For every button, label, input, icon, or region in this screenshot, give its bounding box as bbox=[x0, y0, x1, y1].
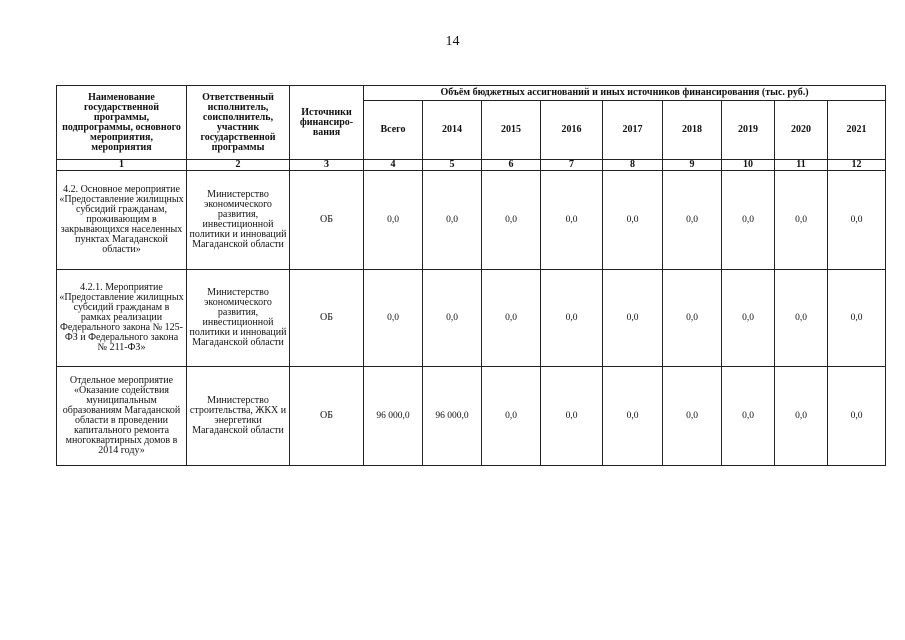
header-total: Всего bbox=[364, 101, 423, 160]
row-value: 0,0 bbox=[603, 367, 663, 466]
row-responsible: Министерство экономического развития, инвестиционной политики и инноваций Магаданской области bbox=[187, 270, 290, 367]
header-year: 2016 bbox=[541, 101, 603, 160]
header-source: Источники финансиро-вания bbox=[290, 86, 364, 160]
column-number: 10 bbox=[722, 160, 775, 171]
row-source: ОБ bbox=[290, 367, 364, 466]
page-number: 14 bbox=[445, 34, 460, 49]
row-value: 0,0 bbox=[541, 367, 603, 466]
row-value: 0,0 bbox=[541, 270, 603, 367]
column-number: 6 bbox=[482, 160, 541, 171]
column-number: 4 bbox=[364, 160, 423, 171]
column-number: 7 bbox=[541, 160, 603, 171]
row-value: 0,0 bbox=[828, 171, 886, 270]
column-number: 5 bbox=[423, 160, 482, 171]
row-value: 0,0 bbox=[423, 171, 482, 270]
row-value: 0,0 bbox=[603, 270, 663, 367]
header-name: Наименование государственной программы, подпрограммы, основного мероприятия, мероприятия bbox=[57, 86, 187, 160]
row-responsible: Министерство строительства, ЖКХ и энергетики Магаданской области bbox=[187, 367, 290, 466]
row-value: 0,0 bbox=[541, 171, 603, 270]
column-number: 9 bbox=[663, 160, 722, 171]
row-total: 0,0 bbox=[364, 171, 423, 270]
row-value: 0,0 bbox=[828, 367, 886, 466]
row-name: Отдельное мероприятие «Оказание содействия муниципальным образованиям Магаданской области в проведении капитального ремонта многоквартирных домов в 2014 году» bbox=[57, 367, 187, 466]
row-value: 0,0 bbox=[663, 171, 722, 270]
header-year: 2018 bbox=[663, 101, 722, 160]
column-number: 8 bbox=[603, 160, 663, 171]
header-year: 2020 bbox=[775, 101, 828, 160]
column-number: 3 bbox=[290, 160, 364, 171]
row-responsible: Министерство экономического развития, инвестиционной политики и инноваций Магаданской области bbox=[187, 171, 290, 270]
row-value: 0,0 bbox=[663, 270, 722, 367]
row-source: ОБ bbox=[290, 270, 364, 367]
table-row bbox=[57, 367, 886, 466]
row-value: 0,0 bbox=[775, 367, 828, 466]
column-number: 12 bbox=[828, 160, 886, 171]
row-total: 0,0 bbox=[364, 270, 423, 367]
row-name: 4.2. Основное мероприятие «Предоставление жилищных субсидий гражданам, проживающим в закрывающихся населенных пунктах Магаданской области» bbox=[57, 171, 187, 270]
row-value: 0,0 bbox=[722, 270, 775, 367]
header-row-top bbox=[57, 86, 886, 101]
header-year: 2021 bbox=[828, 101, 886, 160]
budget-table bbox=[56, 85, 886, 466]
row-value: 0,0 bbox=[722, 367, 775, 466]
row-source: ОБ bbox=[290, 171, 364, 270]
column-number: 11 bbox=[775, 160, 828, 171]
header-responsible: Ответственный исполнитель, соисполнитель, участник государственной программы bbox=[187, 86, 290, 160]
header-year: 2015 bbox=[482, 101, 541, 160]
table-row bbox=[57, 171, 886, 270]
row-value: 0,0 bbox=[775, 270, 828, 367]
row-value: 96 000,0 bbox=[423, 367, 482, 466]
row-value: 0,0 bbox=[423, 270, 482, 367]
row-value: 0,0 bbox=[603, 171, 663, 270]
column-numbers-row bbox=[57, 160, 886, 171]
column-number: 2 bbox=[187, 160, 290, 171]
header-volume: Объём бюджетных ассигнований и иных источников финансирования (тыс. руб.) bbox=[364, 86, 886, 101]
row-total: 96 000,0 bbox=[364, 367, 423, 466]
row-value: 0,0 bbox=[482, 171, 541, 270]
header-year: 2019 bbox=[722, 101, 775, 160]
table-row bbox=[57, 270, 886, 367]
row-value: 0,0 bbox=[482, 367, 541, 466]
row-value: 0,0 bbox=[722, 171, 775, 270]
row-value: 0,0 bbox=[482, 270, 541, 367]
header-year: 2017 bbox=[603, 101, 663, 160]
header-year: 2014 bbox=[423, 101, 482, 160]
column-number: 1 bbox=[57, 160, 187, 171]
row-value: 0,0 bbox=[663, 367, 722, 466]
row-value: 0,0 bbox=[775, 171, 828, 270]
row-value: 0,0 bbox=[828, 270, 886, 367]
row-name: 4.2.1. Мероприятие «Предоставление жилищных субсидий гражданам в рамках реализации Федерального закона № 125-ФЗ и Федерального закона № 211-ФЗ» bbox=[57, 270, 187, 367]
